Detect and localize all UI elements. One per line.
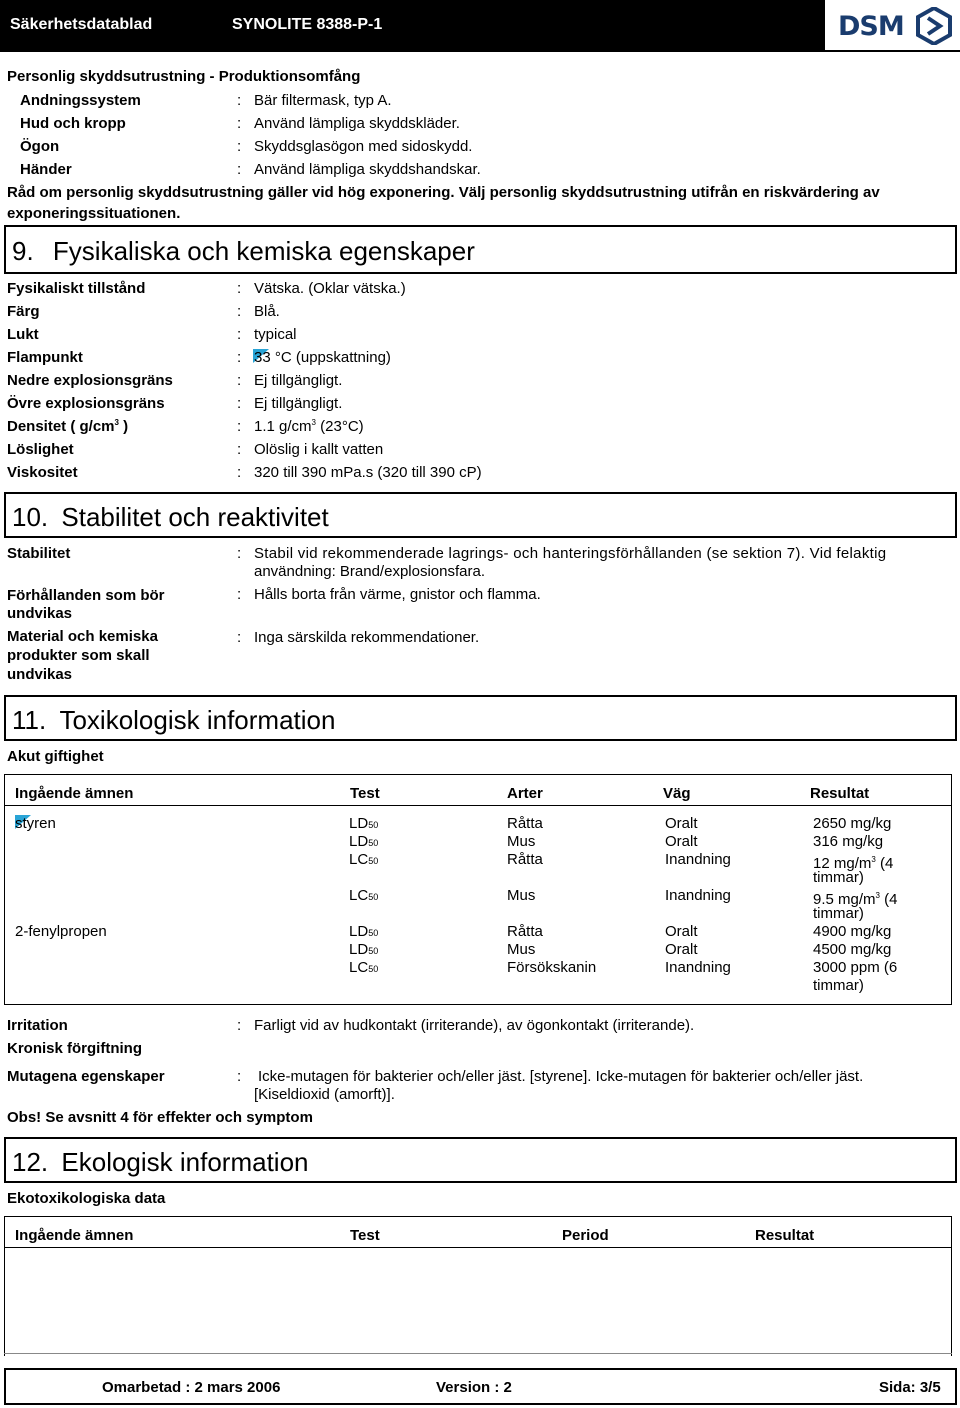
- section-4-note: Obs! Se avsnitt 4 för effekter och symptom: [7, 1109, 313, 1126]
- section-11-heading: [4, 695, 957, 741]
- test-sub: 50: [368, 820, 379, 830]
- colon: :: [237, 138, 242, 155]
- colon: :: [237, 372, 242, 389]
- result-text: 9.5 mg/m: [813, 891, 876, 908]
- ppe-advice-line-1: Råd om personlig skyddsutrustning gäller vid hög exponering. Välj personlig skyddsutrustning utifrån en riskvärdering av: [7, 184, 880, 201]
- prop-value-viscosity: 320 till 390 mPa.s (320 till 390 cP): [254, 464, 482, 481]
- prop-label-lel: Nedre explosionsgräns: [7, 372, 173, 389]
- section-11-number: 11.: [12, 705, 47, 735]
- prop-label-odor: Lukt: [7, 326, 39, 343]
- tox-row-result: 4900 mg/kg: [813, 923, 892, 940]
- colon: :: [237, 1068, 242, 1085]
- section-12-title: Ekologisk information: [61, 1147, 309, 1177]
- tox-row-route: Oralt: [665, 941, 698, 958]
- prop-value-solubility: Olöslig i kallt vatten: [254, 441, 384, 458]
- section-9-title-wrap: [12, 236, 475, 267]
- tox-row-species: Försökskanin: [507, 959, 597, 976]
- toxicity-table: [4, 774, 952, 1005]
- footer-revised: Omarbetad : 2 mars 2006: [102, 1379, 281, 1396]
- test-text: LC: [349, 851, 369, 868]
- footer-page: Sida: 3/5: [879, 1379, 941, 1396]
- tox-row-result-line-2: timmar): [813, 905, 864, 922]
- ppe-label-eyes: Ögon: [20, 138, 60, 155]
- prop-value-odor: typical: [254, 326, 297, 343]
- prop-label-color: Färg: [7, 303, 40, 320]
- colon: :: [237, 115, 242, 132]
- tox-row-species: Mus: [507, 833, 536, 850]
- tox-row-result: 316 mg/kg: [813, 833, 884, 850]
- prop-label-viscosity: Viskositet: [7, 464, 78, 481]
- density-label-text: Densitet ( g/cm: [7, 418, 115, 435]
- irritation-label: Irritation: [7, 1017, 68, 1034]
- colon: :: [237, 441, 242, 458]
- mutagenic-label: Mutagena egenskaper: [7, 1068, 165, 1085]
- section-11-title-wrap: [12, 705, 335, 736]
- product-name: SYNOLITE 8388-P-1: [232, 16, 383, 33]
- test-text: LD: [349, 941, 369, 958]
- conditions-label-line-2: undvikas: [7, 605, 73, 622]
- ecotox-label: Ekotoxikologiska data: [7, 1190, 166, 1207]
- colon: :: [237, 1017, 242, 1034]
- mutagenic-value-line-1: Icke-mutagen för bakterier och/eller jäst. [styrene]. Icke-mutagen för bakterier och/eller jäst.: [258, 1068, 864, 1085]
- prop-label-solubility: Löslighet: [7, 441, 74, 458]
- section-10-number: 10.: [12, 502, 49, 532]
- prop-label-state: Fysikaliskt tillstånd: [7, 280, 146, 297]
- tox-row-species: Råtta: [507, 815, 543, 832]
- toxicity-header-test: Test: [350, 785, 380, 802]
- colon: :: [237, 586, 242, 603]
- tox-row-test: [349, 923, 378, 942]
- result-end: (4: [875, 855, 894, 872]
- prop-value-uel: Ej tillgängligt.: [254, 395, 343, 412]
- materials-label-line-2: produkter som skall: [7, 647, 150, 664]
- test-text: LD: [349, 815, 369, 832]
- prop-value-state: Vätska. (Oklar vätska.): [254, 280, 406, 297]
- colon: :: [237, 280, 242, 297]
- table-header-divider: [5, 1247, 951, 1248]
- section-9-number: 9.: [12, 236, 34, 266]
- page-footer: [4, 1368, 957, 1405]
- ppe-label-hands: Händer: [20, 161, 72, 178]
- document-header: [0, 0, 960, 52]
- footer-version: Version : 2: [436, 1379, 512, 1396]
- tox-row-result: 3000 ppm (6: [813, 959, 898, 976]
- colon: :: [237, 92, 242, 109]
- tox-row-route: Inandning: [665, 959, 731, 976]
- toxicity-header-route: Väg: [663, 785, 691, 802]
- ppe-value-skin: Använd lämpliga skyddskläder.: [254, 115, 460, 132]
- ppe-label-skin: Hud och kropp: [20, 115, 126, 132]
- colon: :: [237, 349, 242, 366]
- prop-value-density: [254, 418, 364, 435]
- tox-row-test: [349, 833, 378, 852]
- materials-label-line-1: Material och kemiska: [7, 628, 158, 645]
- tox-row-test: [349, 851, 378, 870]
- tox-row-route: Oralt: [665, 815, 698, 832]
- toxicity-header-species: Arter: [507, 785, 543, 802]
- toxicity-header-result: Resultat: [810, 785, 870, 802]
- chronic-label: Kronisk förgiftning: [7, 1040, 142, 1057]
- tox-row-route: Inandning: [665, 887, 731, 904]
- colon: :: [237, 395, 242, 412]
- section-12-heading: [4, 1137, 957, 1183]
- test-text: LC: [349, 959, 369, 976]
- ecotox-table: [4, 1216, 952, 1356]
- colon: :: [237, 418, 242, 435]
- density-value-end: (23°C): [315, 418, 364, 435]
- section-12-title-wrap: [12, 1147, 309, 1178]
- tox-row-test: [349, 941, 378, 960]
- tox-row-test: [349, 887, 378, 906]
- tox-row-species: Råtta: [507, 923, 543, 940]
- tox-row-species: Råtta: [507, 851, 543, 868]
- ecotox-header-result: Resultat: [755, 1227, 815, 1244]
- result-sup: 3: [871, 855, 876, 864]
- tox-row-result-line-2: timmar): [813, 869, 864, 886]
- tox-row-route: Oralt: [665, 923, 698, 940]
- colon: :: [237, 545, 242, 562]
- prop-value-flashpoint: 33 °C (uppskattning): [254, 349, 391, 366]
- ecotox-header-test: Test: [350, 1227, 380, 1244]
- prop-value-lel: Ej tillgängligt.: [254, 372, 343, 389]
- materials-label-line-3: undvikas: [7, 666, 73, 683]
- density-value-text: 1.1 g/cm: [254, 418, 312, 435]
- document-type: Säkerhetsdatablad: [10, 16, 153, 33]
- section-9-title: Fysikaliska och kemiska egenskaper: [52, 236, 475, 266]
- test-sub: 50: [368, 928, 379, 938]
- ppe-value-respiratory: Bär filtermask, typ A.: [254, 92, 392, 109]
- ppe-advice-line-2: exponeringssituationen.: [7, 205, 181, 222]
- table-header-divider: [5, 805, 951, 806]
- colon: :: [237, 326, 242, 343]
- ecotox-header-substance: Ingående ämnen: [15, 1227, 134, 1244]
- stability-value-line-2: användning: Brand/explosionsfara.: [254, 563, 485, 580]
- section-10-title-wrap: [12, 502, 329, 533]
- colon: :: [237, 303, 242, 320]
- tox-row-route: Inandning: [665, 851, 731, 868]
- density-label-end: ): [118, 418, 129, 435]
- mutagenic-value-line-2: [Kiseldioxid (amorft)].: [254, 1086, 395, 1103]
- section-9-heading: [4, 225, 957, 274]
- section-12-number: 12.: [12, 1147, 49, 1177]
- prop-label-uel: Övre explosionsgräns: [7, 395, 165, 412]
- tox-row-species: Mus: [507, 887, 536, 904]
- ecotox-header-period: Period: [562, 1227, 609, 1244]
- colon: :: [237, 464, 242, 481]
- conditions-value: Hålls borta från värme, gnistor och flamma.: [254, 586, 541, 603]
- header-bar: [0, 0, 825, 50]
- result-text: 12 mg/m: [813, 855, 872, 872]
- irritation-value: Farligt vid av hudkontakt (irriterande), av ögonkontakt (irriterande).: [254, 1017, 695, 1034]
- stability-label: Stabilitet: [7, 545, 71, 562]
- toxicity-header-substance: Ingående ämnen: [15, 785, 134, 802]
- prop-value-color: Blå.: [254, 303, 280, 320]
- prop-label-flashpoint: Flampunkt: [7, 349, 83, 366]
- substance-2-fenylpropen: 2-fenylpropen: [15, 923, 107, 940]
- test-text: LD: [349, 923, 369, 940]
- stability-value-line-1: Stabil vid rekommenderade lagrings- och hanteringsförhållanden (se sektion 7). Vid felaktig: [254, 545, 887, 562]
- test-text: LD: [349, 833, 369, 850]
- substance-styren: styren: [15, 815, 56, 832]
- tox-row-result: 4500 mg/kg: [813, 941, 892, 958]
- section-10-title: Stabilitet och reaktivitet: [61, 502, 329, 532]
- ppe-value-eyes: Skyddsglasögon med sidoskydd.: [254, 138, 473, 155]
- materials-value: Inga särskilda rekommendationer.: [254, 629, 480, 646]
- prop-label-density: [7, 418, 128, 435]
- section-11-title: Toxikologisk information: [59, 705, 336, 735]
- test-text: LC: [349, 887, 369, 904]
- tox-row-species: Mus: [507, 941, 536, 958]
- ppe-heading: Personlig skyddsutrustning - Produktionsomfång: [7, 68, 361, 85]
- page-bottom-divider: [4, 1353, 952, 1354]
- dsm-logo-icon: [916, 7, 952, 45]
- test-sub: 50: [368, 964, 379, 974]
- result-end: (4: [879, 891, 898, 908]
- tox-row-test: [349, 959, 378, 978]
- density-label-sup: 3: [114, 418, 119, 427]
- test-sub: 50: [368, 856, 379, 866]
- test-sub: 50: [368, 892, 379, 902]
- ppe-label-respiratory: Andningssystem: [20, 92, 141, 109]
- dsm-logo: [838, 7, 953, 45]
- tox-row-route: Oralt: [665, 833, 698, 850]
- acute-toxicity-label: Akut giftighet: [7, 748, 104, 765]
- ppe-value-hands: Använd lämpliga skyddshandskar.: [254, 161, 481, 178]
- colon: :: [237, 629, 242, 646]
- section-10-heading: [4, 492, 957, 538]
- logo-text: DSM: [838, 11, 904, 42]
- test-sub: 50: [368, 946, 379, 956]
- tox-row-result-line-2: timmar): [813, 977, 864, 994]
- tox-row-result: 2650 mg/kg: [813, 815, 892, 832]
- test-sub: 50: [368, 838, 379, 848]
- colon: :: [237, 161, 242, 178]
- tox-row-test: [349, 815, 378, 834]
- conditions-label-line-1: Förhållanden som bör: [7, 587, 165, 604]
- density-value-sup: 3: [311, 418, 316, 427]
- result-sup: 3: [875, 891, 880, 900]
